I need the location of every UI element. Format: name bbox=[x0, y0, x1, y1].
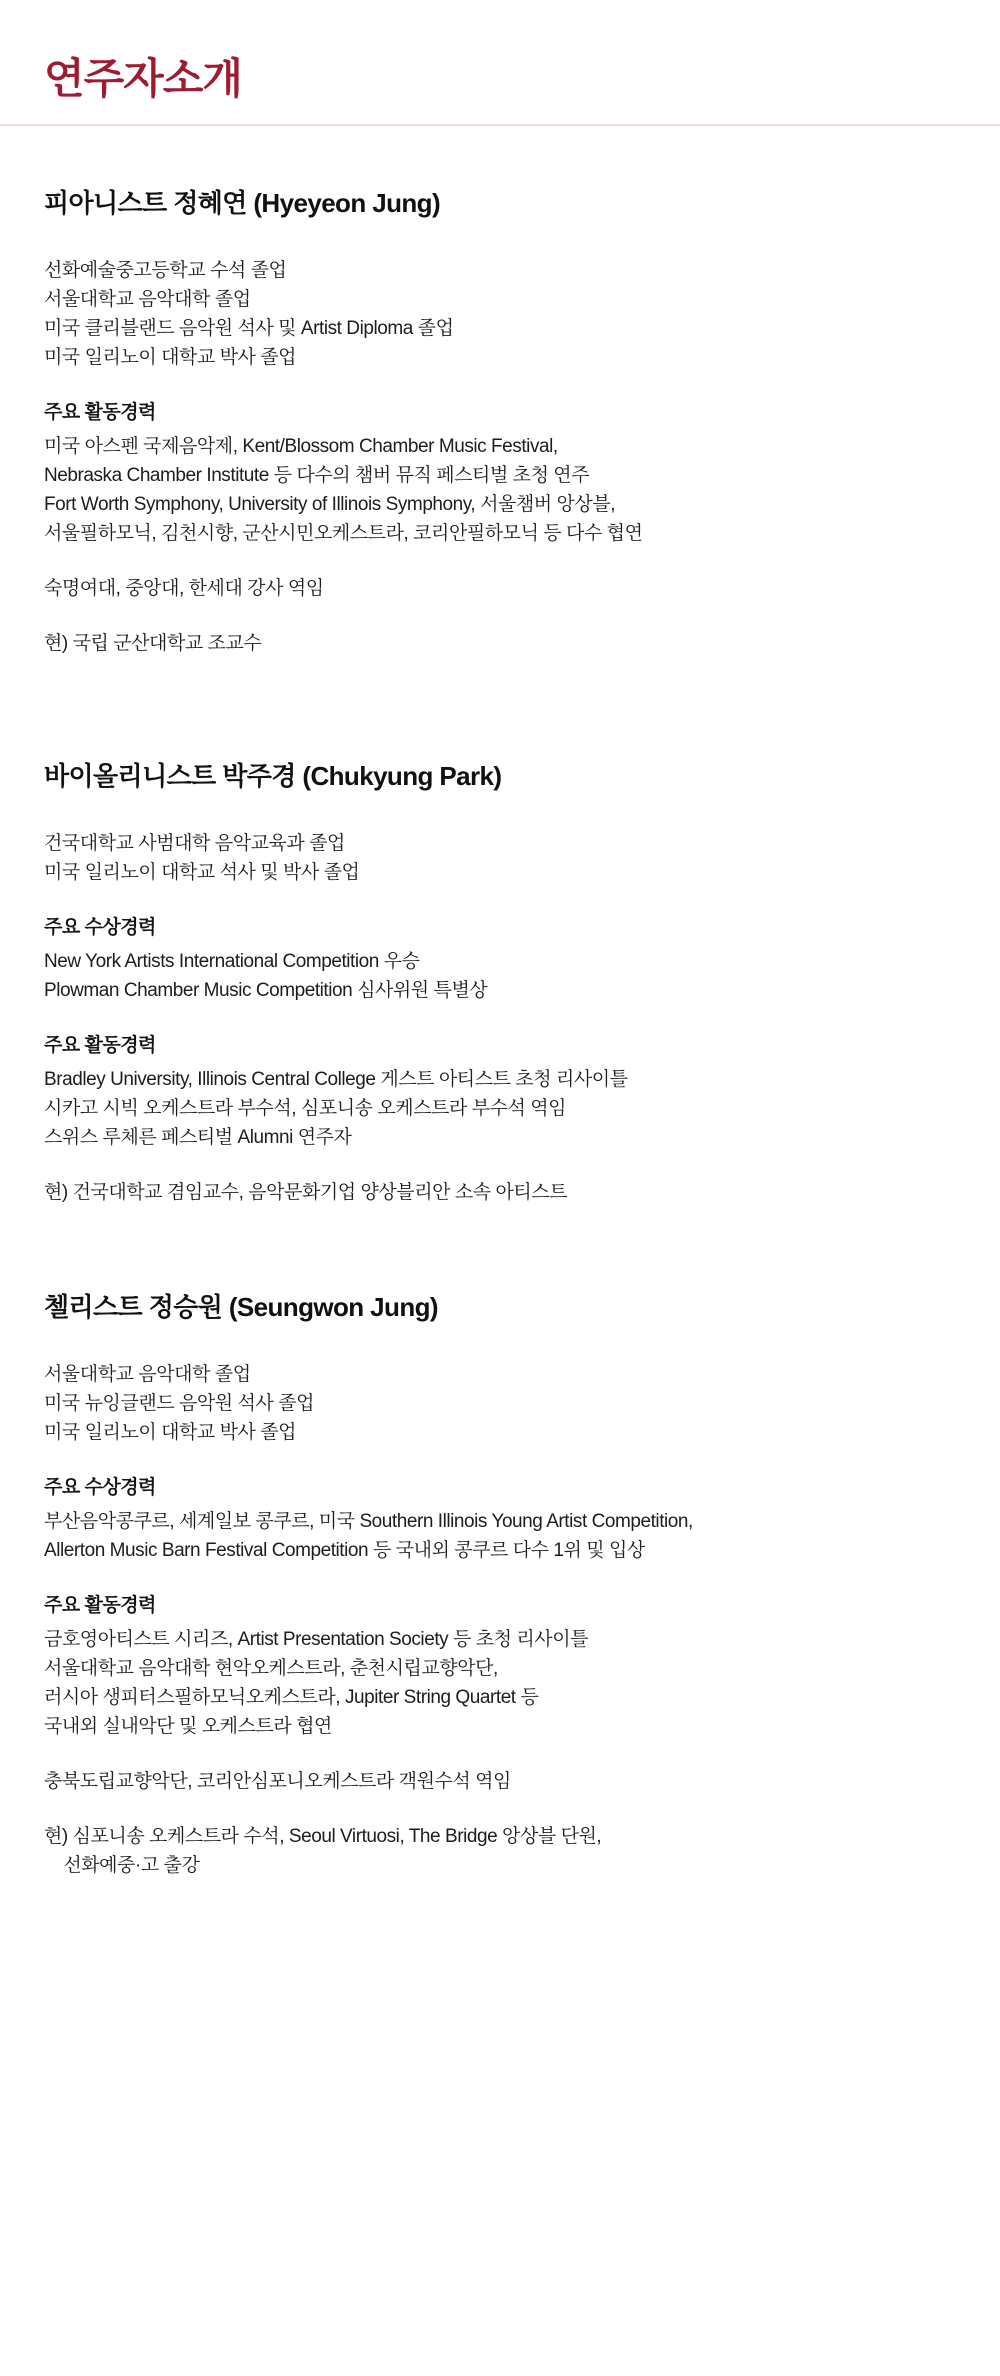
performer-block bbox=[44, 1768, 956, 1797]
block-heading: 주요 수상경력 bbox=[44, 916, 156, 938]
performer-line: 미국 일리노이 대학교 석사 및 박사 졸업 bbox=[44, 861, 360, 883]
performer-name: 피아니스트 정혜연 (Hyeyeon Jung) bbox=[44, 188, 441, 219]
performer-line: 시카고 시빅 오케스트라 부수석, 심포니송 오케스트라 부수석 역임 bbox=[44, 1098, 567, 1120]
performer-block bbox=[44, 257, 956, 373]
performer-line: 현) 심포니송 오케스트라 수석, Seoul Virtuosi, The Bridge 앙상블 단원, bbox=[44, 1825, 602, 1847]
performer-line: 미국 클리블랜드 음악원 석사 및 Artist Diploma 졸업 bbox=[44, 318, 454, 340]
block-heading: 주요 활동경력 bbox=[44, 1594, 156, 1616]
performer-line: 선화예술중고등학교 수석 졸업 bbox=[44, 260, 287, 282]
page-title: 연주자소개 bbox=[44, 55, 242, 102]
block-heading: 주요 수상경력 bbox=[44, 1476, 156, 1498]
performer-name: 바이올리니스트 박주경 (Chukyung Park) bbox=[44, 760, 502, 791]
performer-line: 서울대학교 음악대학 현악오케스트라, 춘천시립교향악단, bbox=[44, 1658, 498, 1680]
block-heading: 주요 활동경력 bbox=[44, 1034, 156, 1056]
performer-line: 서울대학교 음악대학 졸업 bbox=[44, 1364, 251, 1385]
section-divider bbox=[44, 1208, 956, 1232]
performer-line: Bradley University, Illinois Central College 게스트 아티스트 초청 리사이틀 bbox=[44, 1069, 628, 1091]
performer-block bbox=[44, 830, 956, 888]
performer-line: 건국대학교 사범대학 음악교육과 졸업 bbox=[44, 832, 345, 854]
performer-line: Nebraska Chamber Institute 등 다수의 챔버 뮤직 페스티벌 초청 연주 bbox=[44, 465, 590, 487]
performer-line: 현) 국립 군산대학교 조교수 bbox=[44, 632, 262, 654]
performer-line: 서울필하모닉, 김천시향, 군산시민오케스트라, 코리안필하모닉 등 다수 협연 bbox=[44, 523, 643, 544]
performer-block bbox=[44, 1179, 956, 1208]
performer-line: 금호영아티스트 시리즈, Artist Presentation Society 등 초청 리사이틀 bbox=[44, 1629, 589, 1651]
performer-line: 국내외 실내악단 및 오케스트라 협연 bbox=[44, 1716, 332, 1737]
performer-line: 서울대학교 음악대학 졸업 bbox=[44, 289, 251, 311]
performer-line: 스위스 루체른 페스티벌 Alumni 연주자 bbox=[44, 1127, 352, 1149]
performer-section-violinist bbox=[44, 701, 956, 1208]
performer-line: 미국 일리노이 대학교 박사 졸업 bbox=[44, 1421, 297, 1443]
performer-line: 미국 일리노이 대학교 박사 졸업 bbox=[44, 347, 297, 368]
section-divider bbox=[44, 659, 956, 701]
performer-block bbox=[44, 1032, 956, 1153]
performer-name: 첼리스트 정승원 (Seungwon Jung) bbox=[44, 1291, 438, 1322]
performer-block bbox=[44, 630, 956, 659]
performer-list bbox=[0, 126, 1000, 1940]
performer-line: Plowman Chamber Music Competition 심사위원 특별상 bbox=[44, 979, 488, 1001]
performer-block bbox=[44, 575, 956, 604]
performer-block bbox=[44, 1474, 956, 1566]
performer-line: New York Artists International Competition 우승 bbox=[44, 951, 420, 973]
performer-block bbox=[44, 1823, 956, 1881]
performer-section-cellist bbox=[44, 1232, 956, 1881]
performer-section-pianist bbox=[44, 126, 956, 658]
page-header bbox=[0, 0, 1000, 126]
performer-block bbox=[44, 914, 956, 1006]
performer-line: Allerton Music Barn Festival Competition 등 국내외 콩쿠르 다수 1위 및 입상 bbox=[44, 1540, 645, 1561]
performer-line: 선화예중·고 출강 bbox=[44, 1854, 200, 1876]
performer-line: 충북도립교향악단, 코리안심포니오케스트라 객원수석 역임 bbox=[44, 1770, 511, 1792]
block-heading: 주요 활동경력 bbox=[44, 401, 156, 423]
performer-line: 러시아 생피터스필하모닉오케스트라, Jupiter String Quartet 등 bbox=[44, 1687, 539, 1709]
performer-line: Fort Worth Symphony, University of Illinois Symphony, 서울챔버 앙상블, bbox=[44, 494, 616, 516]
performer-block bbox=[44, 399, 956, 549]
performer-line: 숙명여대, 중앙대, 한세대 강사 역임 bbox=[44, 577, 324, 599]
performer-line: 미국 뉴잉글랜드 음악원 석사 졸업 bbox=[44, 1392, 314, 1414]
performer-block bbox=[44, 1592, 956, 1742]
performer-line: 현) 건국대학교 겸임교수, 음악문화기업 양상블리안 소속 아티스트 bbox=[44, 1181, 568, 1203]
performer-line: 미국 아스펜 국제음악제, Kent/Blossom Chamber Music Festival, bbox=[44, 436, 558, 458]
performer-block bbox=[44, 1361, 956, 1448]
performer-line: 부산음악콩쿠르, 세계일보 콩쿠르, 미국 Southern Illinois Young Artist Competition, bbox=[44, 1511, 693, 1533]
